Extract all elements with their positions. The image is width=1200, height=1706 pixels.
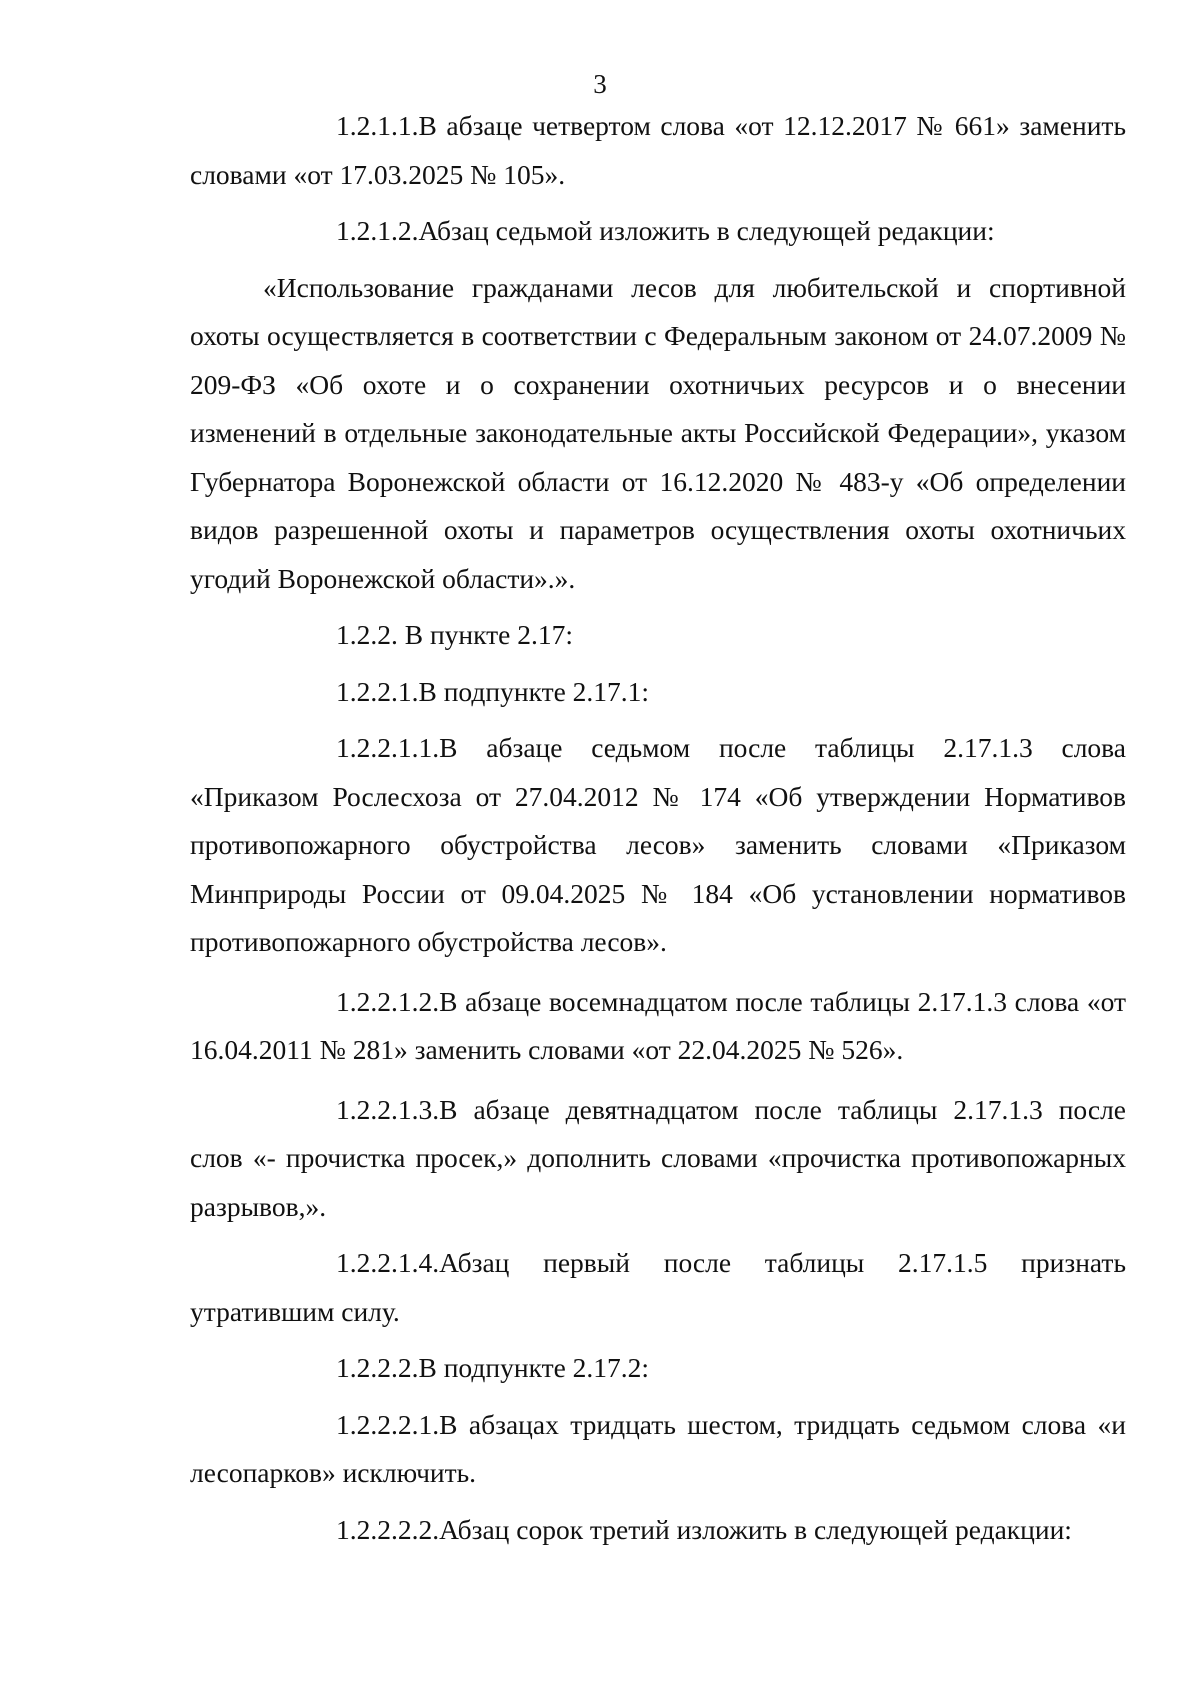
clause-number: 1.2.2.2.: [336, 1352, 419, 1383]
paragraph-text: В абзацах тридцать шестом, тридцать седьмом слова «и лесопарков» исключить.: [190, 1408, 1126, 1488]
paragraph-text: Абзац сорок третий изложить в следующей редакции:: [439, 1513, 1072, 1545]
paragraph-text: В абзаце девятнадцатом после таблицы 2.17.1.3 после слов «- прочистка просек,» дополнить словами «прочистка противопожарных разрывов,».: [190, 1093, 1126, 1222]
paragraph-text: Абзац седьмой изложить в следующей редакции:: [418, 215, 995, 246]
clause-number: 1.2.2.1.3.: [336, 1093, 440, 1125]
paragraph-text: В абзаце восемнадцатом после таблицы 2.17.1.3 слова «от 16.04.2011 № 281» заменить словами «от 22.04.2025 № 526».: [190, 985, 1126, 1065]
paragraph-text: «Использование гражданами лесов для любительской и спортивной охоты осуществляется в соответствии с Федеральным законом от 24.07.2009 № 209-ФЗ «Об охоте и о сохранении охотничьих ресурсов и о внесении изменений в отдельные законодательные акты Российской Федерации», указом Губернатора Воронежской области от 16.12.2020 № 483-у «Об определении видов разрешенной охоты и параметров осуществления охоты охотничьих угодий Воронежской области».».: [190, 271, 1126, 594]
paragraph: [190, 1239, 1126, 1336]
clause-number: 1.2.1.1.: [336, 110, 419, 141]
paragraph: [190, 1401, 1126, 1498]
paragraph-text: В пункте 2.17:: [404, 619, 574, 650]
paragraph-text: В абзаце четвертом слова «от 12.12.2017 № 661» заменить словами «от 17.03.2025 № 105».: [190, 110, 1126, 190]
paragraph-text: В абзаце седьмом после таблицы 2.17.1.3 слова «Приказом Рослесхоза от 27.04.2012 № 174 «Об утверждении Нормативов противопожарного обустройства лесов» заменить словами «Приказом Минприроды России от 09.04.2025 № 184 «Об установлении нормативов противопожарного обустройства лесов».: [190, 732, 1126, 957]
paragraph: [190, 724, 1126, 967]
clause-number: 1.2.2.: [336, 619, 398, 650]
paragraph: [190, 102, 1126, 199]
paragraph: [190, 978, 1126, 1075]
document-body: [190, 102, 1126, 1554]
paragraph-text: В подпункте 2.17.2:: [418, 1352, 650, 1383]
paragraph: [190, 611, 1126, 660]
paragraph: [190, 1344, 1126, 1393]
paragraph-quote: [190, 264, 1126, 604]
clause-number: 1.2.2.2.1.: [336, 1408, 440, 1440]
paragraph: [190, 207, 1126, 256]
clause-number: 1.2.2.1.2.: [336, 985, 440, 1017]
clause-number: 1.2.2.2.2.: [336, 1513, 440, 1545]
clause-number: 1.2.2.1.4.: [336, 1247, 440, 1278]
clause-number: 1.2.2.1.: [336, 675, 419, 707]
paragraph-text: В подпункте 2.17.1:: [418, 675, 650, 707]
clause-number: 1.2.1.2.: [336, 215, 419, 246]
paragraph: [190, 668, 1126, 717]
paragraph: [190, 1506, 1126, 1555]
clause-number: 1.2.2.1.1.: [336, 732, 440, 763]
page-number: 3: [593, 69, 607, 99]
paragraph: [190, 1086, 1126, 1232]
paragraph-text: Абзац первый после таблицы 2.17.1.5 признать утратившим силу.: [190, 1247, 1126, 1327]
